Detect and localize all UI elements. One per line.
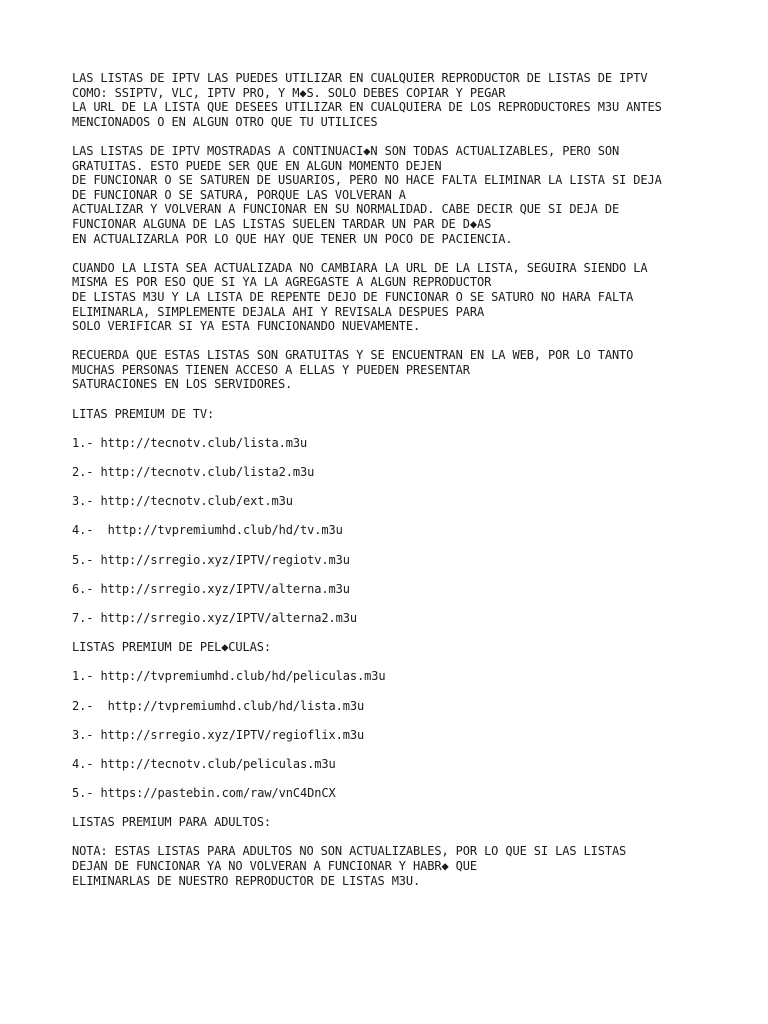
tv-list-item[interactable]: 3.- http://tecnotv.club/ext.m3u <box>72 494 293 509</box>
text-line: FUNCIONAR ALGUNA DE LAS LISTAS SUELEN TARDAR UN PAR DE D◆AS <box>72 216 492 231</box>
movies-list-item[interactable]: 1.- http://tvpremiumhd.club/hd/peliculas.m3u <box>72 669 386 684</box>
movies-list-item[interactable]: 3.- http://srregio.xyz/IPTV/regioflix.m3u <box>72 727 365 742</box>
text-line: DE LISTAS M3U Y LA LISTA DE REPENTE DEJO DE FUNCIONAR O SE SATURO NO HARA FALTA <box>72 289 634 304</box>
section-heading: LITAS PREMIUM DE TV: <box>72 406 215 421</box>
text-line: MISMA ES POR ESO QUE SI YA LA AGREGASTE A ALGUN REPRODUCTOR <box>72 275 492 290</box>
movies-list-item[interactable]: 5.- https://pastebin.com/raw/vnC4DnCX <box>72 786 336 801</box>
text-line: SATURACIONES EN LOS SERVIDORES. <box>72 377 293 392</box>
movies-list-item[interactable]: 4.- http://tecnotv.club/peliculas.m3u <box>72 756 336 771</box>
text-line: COMO: SSIPTV, VLC, IPTV PRO, Y M◆S. SOLO DEBES COPIAR Y PEGAR <box>72 85 506 100</box>
text-line: NOTA: ESTAS LISTAS PARA ADULTOS NO SON ACTUALIZABLES, POR LO QUE SI LAS LISTAS <box>72 844 627 859</box>
text-line: ACTUALIZAR Y VOLVERAN A FUNCIONAR EN SU NORMALIDAD. CABE DECIR QUE SI DEJA DE <box>72 202 620 217</box>
text-line: LAS LISTAS DE IPTV LAS PUEDES UTILIZAR EN CUALQUIER REPRODUCTOR DE LISTAS DE IPTV <box>72 71 648 85</box>
url-unchanged-paragraph <box>72 261 752 334</box>
text-line: GRATUITAS. ESTO PUEDE SER QUE EN ALGUN MOMENTO DEJEN <box>72 158 442 173</box>
tv-list-item[interactable]: 5.- http://srregio.xyz/IPTV/regiotv.m3u <box>72 552 350 567</box>
text-line: MENCIONADOS O EN ALGUN OTRO QUE TU UTILICES <box>72 114 378 129</box>
section-heading: LISTAS PREMIUM DE PEL◆CULAS: <box>72 640 271 655</box>
text-line: ELIMINARLA, SIMPLEMENTE DEJALA AHI Y REVISALA DESPUES PARA <box>72 304 485 319</box>
free-lists-paragraph <box>72 348 752 392</box>
text-line: SOLO VERIFICAR SI YA ESTA FUNCIONANDO NUEVAMENTE. <box>72 319 421 334</box>
text-line: DE FUNCIONAR O SE SATURA, PORQUE LAS VOLVERAN A <box>72 187 406 202</box>
tv-list-item[interactable]: 6.- http://srregio.xyz/IPTV/alterna.m3u <box>72 581 350 596</box>
adults-section-heading <box>72 815 752 830</box>
intro-paragraph <box>72 71 752 129</box>
movies-list-item[interactable]: 2.- http://tvpremiumhd.club/hd/lista.m3u <box>72 698 365 713</box>
movies-list <box>72 669 752 800</box>
text-line: EN ACTUALIZARLA POR LO QUE HAY QUE TENER UN POCO DE PACIENCIA. <box>72 231 513 246</box>
text-line: RECUERDA QUE ESTAS LISTAS SON GRATUITAS Y SE ENCUENTRAN EN LA WEB, POR LO TANTO <box>72 348 634 363</box>
text-line: LAS LISTAS DE IPTV MOSTRADAS A CONTINUACI◆N SON TODAS ACTUALIZABLES, PERO SON <box>72 143 620 158</box>
text-line: CUANDO LA LISTA SEA ACTUALIZADA NO CAMBIARA LA URL DE LA LISTA, SEGUIRA SIENDO LA <box>72 260 648 275</box>
text-line: DE FUNCIONAR O SE SATUREN DE USUARIOS, PERO NO HACE FALTA ELIMINAR LA LISTA SI DEJA <box>72 173 662 188</box>
document-page <box>72 71 752 903</box>
tv-list <box>72 436 752 626</box>
movies-section-heading <box>72 640 752 655</box>
text-line: DEJAN DE FUNCIONAR YA NO VOLVERAN A FUNCIONAR Y HABR◆ QUE <box>72 859 477 874</box>
tv-section-heading <box>72 407 752 422</box>
text-line: MUCHAS PERSONAS TIENEN ACCESO A ELLAS Y PUEDEN PRESENTAR <box>72 362 470 377</box>
tv-list-item[interactable]: 4.- http://tvpremiumhd.club/hd/tv.m3u <box>72 523 343 538</box>
adults-note-paragraph <box>72 844 752 888</box>
tv-list-item[interactable]: 7.- http://srregio.xyz/IPTV/alterna2.m3u <box>72 610 357 625</box>
text-line: LA URL DE LA LISTA QUE DESEES UTILIZAR EN CUALQUIERA DE LOS REPRODUCTORES M3U ANTES <box>72 100 662 115</box>
tv-list-item[interactable]: 1.- http://tecnotv.club/lista.m3u <box>72 435 308 450</box>
tv-list-item[interactable]: 2.- http://tecnotv.club/lista2.m3u <box>72 465 315 480</box>
section-heading: LISTAS PREMIUM PARA ADULTOS: <box>72 815 271 830</box>
updatable-lists-paragraph <box>72 144 752 246</box>
text-line: ELIMINARLAS DE NUESTRO REPRODUCTOR DE LISTAS M3U. <box>72 873 421 888</box>
